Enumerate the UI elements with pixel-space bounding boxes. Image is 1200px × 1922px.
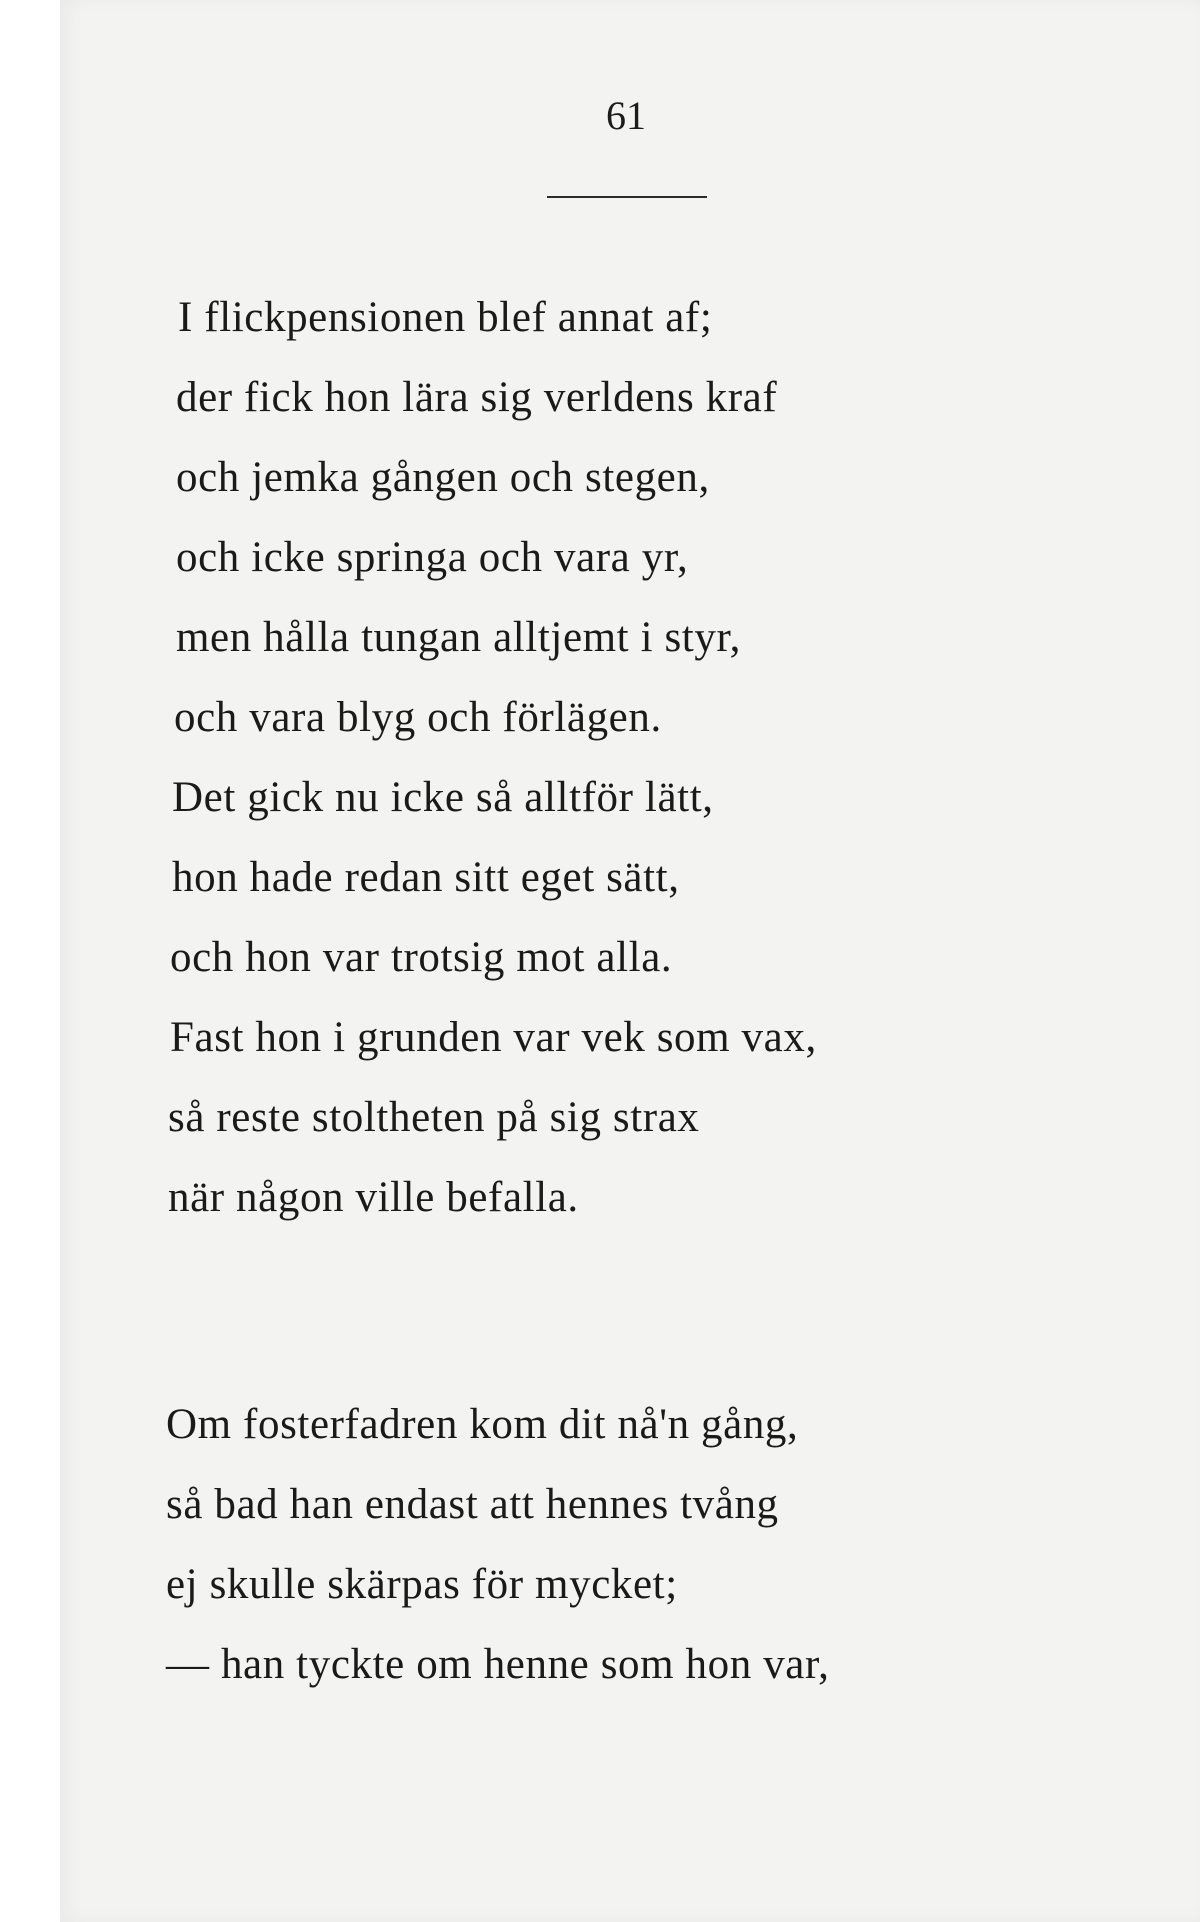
verse-line: när någon ville befalla. — [168, 1174, 579, 1221]
page-number: 61 — [606, 93, 646, 138]
verse-line: hon hade redan sitt eget sätt, — [172, 854, 680, 901]
stanza-1 — [0, 278, 1200, 1238]
verse-line: så bad han endast att hennes tvång — [166, 1481, 779, 1528]
verse-line: och hon var trotsig mot alla. — [170, 934, 673, 981]
verse-line: Om fosterfadren kom dit nå'n gång, — [166, 1401, 799, 1448]
verse-line: der fick hon lära sig verldens kraf — [176, 374, 778, 421]
verse-line: ej skulle skärpas för mycket; — [166, 1561, 678, 1608]
verse-line: och jemka gången och stegen, — [176, 454, 710, 501]
verse-line: — han tyckte om henne som hon var, — [166, 1641, 830, 1688]
header-rule — [547, 196, 707, 198]
verse-line: I flickpensionen blef annat af; — [178, 294, 713, 341]
verse-line: så reste stoltheten på sig strax — [168, 1094, 700, 1141]
stanza-2 — [0, 1385, 1200, 1705]
verse-line: Det gick nu icke så alltför lätt, — [172, 774, 714, 821]
verse-line: och icke springa och vara yr, — [176, 534, 689, 581]
verse-line: men hålla tungan alltjemt i styr, — [176, 614, 742, 661]
verse-line: Fast hon i grunden var vek som vax, — [170, 1014, 817, 1061]
verse-line: och vara blyg och förlägen. — [174, 694, 662, 741]
